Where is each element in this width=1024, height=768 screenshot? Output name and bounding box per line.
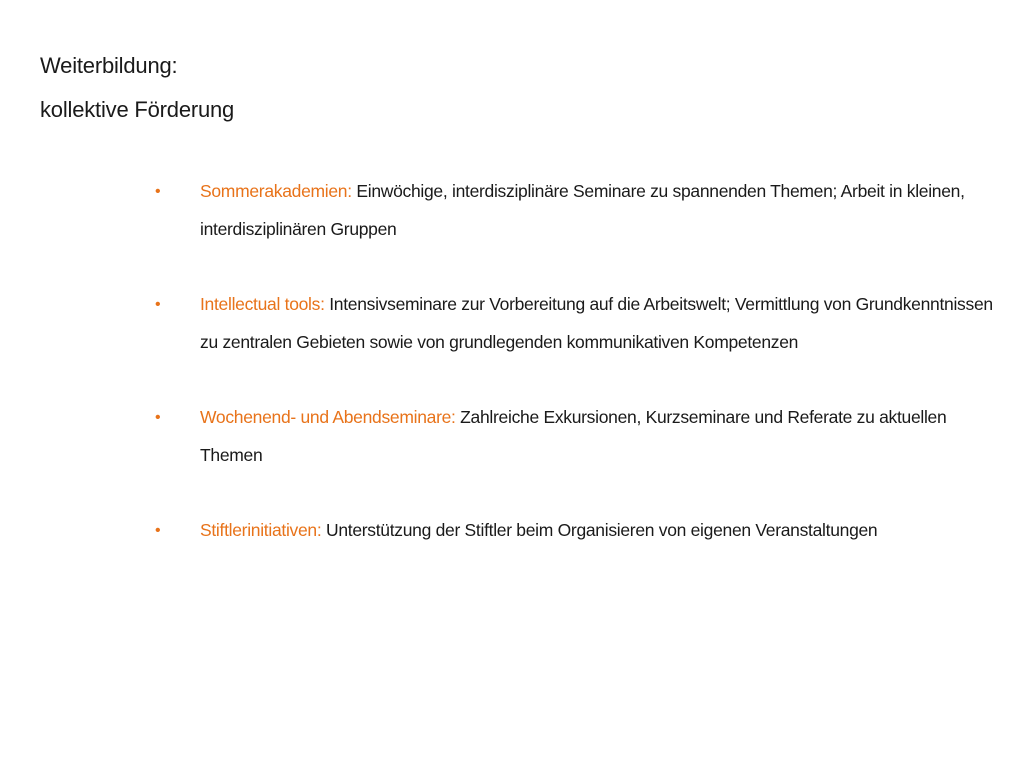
bullet-text: Unterstützung der Stiftler beim Organisieren von eigenen Veranstaltungen bbox=[325, 520, 878, 540]
bullet-item-wochenend-abendseminare bbox=[155, 399, 995, 474]
bullet-dot-icon: • bbox=[155, 522, 161, 539]
bullet-item-sommerakademien bbox=[155, 173, 995, 248]
bullet-term: Stiftlerinitiativen: bbox=[200, 520, 322, 540]
title-line-1: Weiterbildung: bbox=[40, 53, 178, 78]
bullet-text: Einwöchige, interdisziplinäre Seminare zu spannenden Themen; Arbeit in kleinen, interdisziplinären Gruppen bbox=[200, 181, 965, 239]
bullet-dot-icon: • bbox=[155, 183, 161, 200]
slide-title bbox=[40, 44, 640, 132]
bullet-term: Sommerakademien: bbox=[200, 181, 352, 201]
bullet-item-stiftlerinitiativen bbox=[155, 512, 995, 550]
bullet-text: Zahlreiche Exkursionen, Kurzseminare und Referate zu aktuellen Themen bbox=[200, 407, 947, 465]
bullet-text: Intensivseminare zur Vorbereitung auf die Arbeitswelt; Vermittlung von Grundkenntnissen zu zentralen Gebieten sowie von grundlegenden kommunikativen Kompetenzen bbox=[200, 294, 993, 352]
title-line-2: kollektive Förderung bbox=[40, 97, 235, 122]
bullet-dot-icon: • bbox=[155, 296, 161, 313]
bullet-term: Wochenend- und Abendseminare: bbox=[200, 407, 456, 427]
bullet-dot-icon: • bbox=[155, 409, 161, 426]
bullet-item-intellectual-tools bbox=[155, 286, 995, 361]
bullet-term: Intellectual tools: bbox=[200, 294, 325, 314]
bullet-list bbox=[155, 173, 995, 588]
